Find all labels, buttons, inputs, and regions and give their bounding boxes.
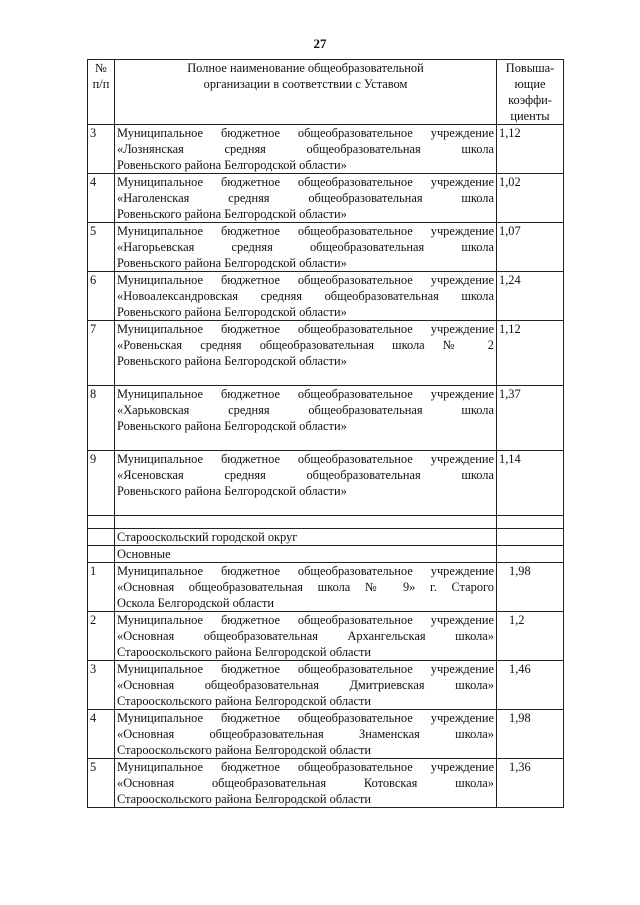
row-number: 1 <box>88 563 115 612</box>
row-organization-name <box>115 451 497 516</box>
row-coefficient: 1,37 <box>497 386 564 451</box>
header-coef-line: ющие <box>514 77 546 91</box>
section-number-cell <box>88 529 115 546</box>
subsection-row <box>88 546 564 563</box>
row-organization-name <box>115 612 497 661</box>
row-number: 5 <box>88 223 115 272</box>
page-number: 27 <box>313 36 327 51</box>
name-line: Муниципальное бюджетное общеобразовательное учреждение <box>117 273 494 287</box>
row-number: 7 <box>88 321 115 386</box>
name-line: Старооскольского района Белгородской области <box>117 792 372 806</box>
name-line: Ровеньского района Белгородской области» <box>117 207 347 221</box>
name-line: Муниципальное бюджетное общеобразовательное учреждение <box>117 175 494 189</box>
name-line: «Основная общеобразовательная Архангельская школа» <box>117 629 494 643</box>
name-line: Муниципальное бюджетное общеобразовательное учреждение <box>117 126 494 140</box>
header-coef-line: Повыша- <box>505 61 555 75</box>
name-line: «Основная общеобразовательная Дмитриевская школа» <box>117 678 494 692</box>
row-organization-name <box>115 661 497 710</box>
row-organization-name <box>115 759 497 808</box>
name-line: «Основная общеобразовательная Знаменская школа» <box>117 727 494 741</box>
name-line: «Нагорьевская средняя общеобразовательная школа <box>117 240 494 254</box>
header-coef-line: циенты <box>510 109 550 123</box>
row-coefficient: 1,02 <box>497 174 564 223</box>
name-line: «Харьковская средняя общеобразовательная школа <box>117 403 494 417</box>
name-line: Муниципальное бюджетное общеобразовательное учреждение <box>117 322 494 336</box>
name-line: Оскола Белгородской области <box>117 596 274 610</box>
name-line: Муниципальное бюджетное общеобразовательное учреждение <box>117 564 494 578</box>
row-coefficient: 1,36 <box>497 759 564 808</box>
name-line: «Ясеновская средняя общеобразовательная школа <box>117 468 494 482</box>
name-line: Ровеньского района Белгородской области» <box>117 158 347 172</box>
name-line: Старооскольского района Белгородской области <box>117 645 372 659</box>
table-row <box>88 272 564 321</box>
row-coefficient: 1,46 <box>497 661 564 710</box>
row-number: 8 <box>88 386 115 451</box>
table-row <box>88 661 564 710</box>
row-organization-name <box>115 174 497 223</box>
row-organization-name <box>115 272 497 321</box>
name-line: Ровеньского района Белгородской области» <box>117 419 347 433</box>
row-number: 6 <box>88 272 115 321</box>
row-coefficient: 1,12 <box>497 321 564 386</box>
table-row <box>88 223 564 272</box>
row-number: 4 <box>88 174 115 223</box>
row-number: 3 <box>88 661 115 710</box>
name-line: Муниципальное бюджетное общеобразовательное учреждение <box>117 452 494 466</box>
coefficients-table <box>87 59 564 808</box>
row-number: 3 <box>88 125 115 174</box>
name-line: Старооскольского района Белгородской области <box>117 743 372 757</box>
header-organization-name <box>115 60 497 125</box>
row-organization-name <box>115 321 497 386</box>
header-coefficients <box>497 60 564 125</box>
header-name-line: организации в соответствии с Уставом <box>203 77 408 91</box>
section-title: Старооскольский городской округ <box>115 529 497 546</box>
table-row <box>88 563 564 612</box>
row-coefficient: 1,24 <box>497 272 564 321</box>
row-coefficient: 1,98 <box>497 710 564 759</box>
row-number: 2 <box>88 612 115 661</box>
name-line: Ровеньского района Белгородской области» <box>117 256 347 270</box>
row-organization-name <box>115 386 497 451</box>
row-number: 5 <box>88 759 115 808</box>
name-line: Муниципальное бюджетное общеобразовательное учреждение <box>117 662 494 676</box>
table-row <box>88 386 564 451</box>
spacer-cell <box>497 516 564 529</box>
table-row <box>88 612 564 661</box>
table-row <box>88 710 564 759</box>
row-organization-name <box>115 223 497 272</box>
subsection-number-cell <box>88 546 115 563</box>
table-row <box>88 451 564 516</box>
row-coefficient: 1,98 <box>497 563 564 612</box>
row-coefficient: 1,12 <box>497 125 564 174</box>
row-organization-name <box>115 563 497 612</box>
header-number-line: п/п <box>92 77 110 91</box>
header-coef-line: коэффи- <box>508 93 552 107</box>
name-line: Муниципальное бюджетное общеобразовательное учреждение <box>117 387 494 401</box>
name-line: Муниципальное бюджетное общеобразовательное учреждение <box>117 224 494 238</box>
name-line: «Основная общеобразовательная школа № 9» г. Старого <box>117 580 494 594</box>
name-line: «Основная общеобразовательная Котовская школа» <box>117 776 494 790</box>
header-number-line: № <box>95 61 107 75</box>
header-number <box>88 60 115 125</box>
name-line: Ровеньского района Белгородской области» <box>117 305 347 319</box>
name-line: Старооскольского района Белгородской области <box>117 694 372 708</box>
row-number: 4 <box>88 710 115 759</box>
name-line: «Новоалександровская средняя общеобразовательная школа <box>117 289 494 303</box>
spacer-cell <box>115 516 497 529</box>
name-line: Муниципальное бюджетное общеобразовательное учреждение <box>117 711 494 725</box>
name-line: «Наголенская средняя общеобразовательная школа <box>117 191 494 205</box>
table-spacer-row <box>88 516 564 529</box>
name-line: Муниципальное бюджетное общеобразовательное учреждение <box>117 760 494 774</box>
row-number: 9 <box>88 451 115 516</box>
table-row <box>88 174 564 223</box>
name-line: Ровеньского района Белгородской области» <box>117 484 347 498</box>
row-organization-name <box>115 710 497 759</box>
row-coefficient: 1,07 <box>497 223 564 272</box>
section-coef-cell <box>497 529 564 546</box>
table-row <box>88 125 564 174</box>
table-header-row <box>88 60 564 125</box>
name-line: «Лознянская средняя общеобразовательная школа <box>117 142 494 156</box>
row-coefficient: 1,14 <box>497 451 564 516</box>
table-row <box>88 759 564 808</box>
section-row <box>88 529 564 546</box>
row-coefficient: 1,2 <box>497 612 564 661</box>
name-line: «Ровеньская средняя общеобразовательная школа № 2 <box>117 338 494 352</box>
spacer-cell <box>88 516 115 529</box>
table-row <box>88 321 564 386</box>
name-line: Муниципальное бюджетное общеобразовательное учреждение <box>117 613 494 627</box>
header-name-line: Полное наименование общеобразовательной <box>187 61 424 75</box>
subsection-coef-cell <box>497 546 564 563</box>
row-organization-name <box>115 125 497 174</box>
name-line: Ровеньского района Белгородской области» <box>117 354 347 368</box>
subsection-title: Основные <box>115 546 497 563</box>
